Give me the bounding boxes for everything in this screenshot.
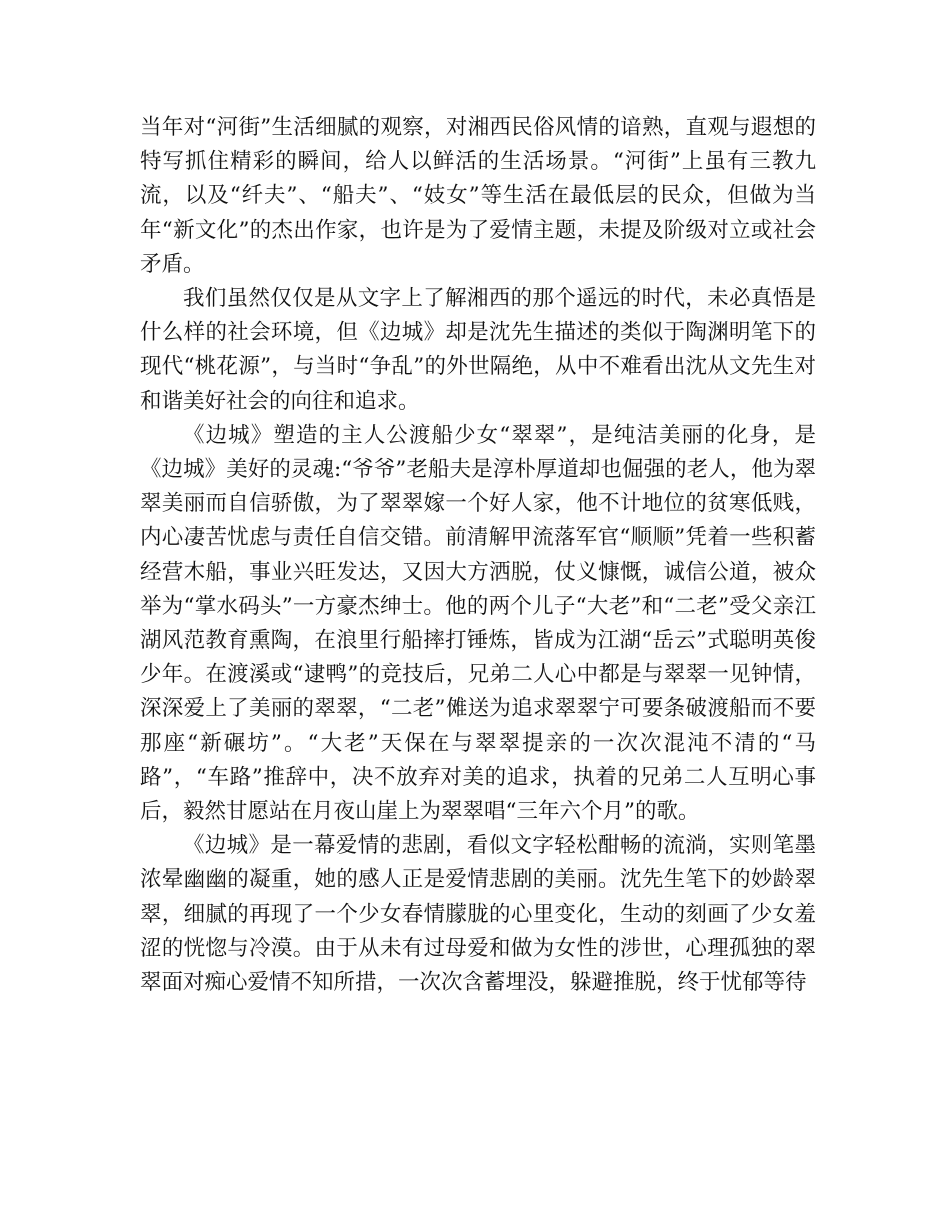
paragraph-4: 《边城》是一幕爱情的悲剧，看似文字轻松酣畅的流淌，实则笔墨浓晕幽幽的凝重，她的感人正是爱情悲剧的美丽。沈先生笔下的妙龄翠翠，细腻的再现了一个少女春情朦胧的心里变化，生动的刻画了少女羞涩的恍惚与冷漠。由于从未有过母爱和做为女性的涉世，心理孤独的翠翠面对痴心爱情不知所措，一次次含蓄埋没，躲避推脱，终于忧郁等待 — [140, 833, 816, 996]
paragraph-3: 《边城》塑造的主人公渡船少女“翠翠”，是纯洁美丽的化身，是《边城》美好的灵魂:“爷爷”老船夫是淳朴厚道却也倔强的老人，他为翠翠美丽而自信骄傲，为了翠翠嫁一个好人家，他不计地位的贫寒低贱，内心凄苦忧虑与责任自信交错。前清解甲流落军官“顺顺”凭着一些积蓄经营木船，事业兴旺发达，又因大方洒脱，仗义慷慨，诚信公道，被众举为“掌水码头”一方豪杰绅士。他的两个儿子“大老”和“二老”受父亲江湖风范教育熏陶，在浪里行船摔打锤炼，皆成为江湖“岳云”式聪明英俊少年。在渡溪或“逮鸭”的竞技后，兄弟二人心中都是与翠翠一见钟情，深深爱上了美丽的翠翠，“二老”傩送为追求翠翠宁可要条破渡船而不要那座“新碾坊”。“大老”天保在与翠翠提亲的一次次混沌不清的“马路”，“车路”推辞中，决不放弃对美的追求，执着的兄弟二人互明心事后，毅然甘愿站在月夜山崖上为翠翠唱“三年六个月”的歌。 — [140, 422, 816, 825]
document-page — [140, 111, 816, 1000]
paragraph-2: 我们虽然仅仅是从文字上了解湘西的那个遥远的时代，未必真悟是什么样的社会环境，但《边城》却是沈先生描述的类似于陶渊明笔下的现代“桃花源”，与当时“争乱”的外世隔绝，从中不难看出沈从文先生对和谐美好社会的向往和追求。 — [140, 286, 816, 414]
paragraph-1: 当年对“河街”生活细腻的观察，对湘西民俗风情的谙熟，直观与遐想的特写抓住精彩的瞬间，给人以鲜活的生活场景。“河街”上虽有三教九流，以及“纤夫”、“船夫”、“妓女”等生活在最低层的民众，但做为当年“新文化”的杰出作家，也许是为了爱情主题，未提及阶级对立或社会矛盾。 — [140, 115, 816, 277]
